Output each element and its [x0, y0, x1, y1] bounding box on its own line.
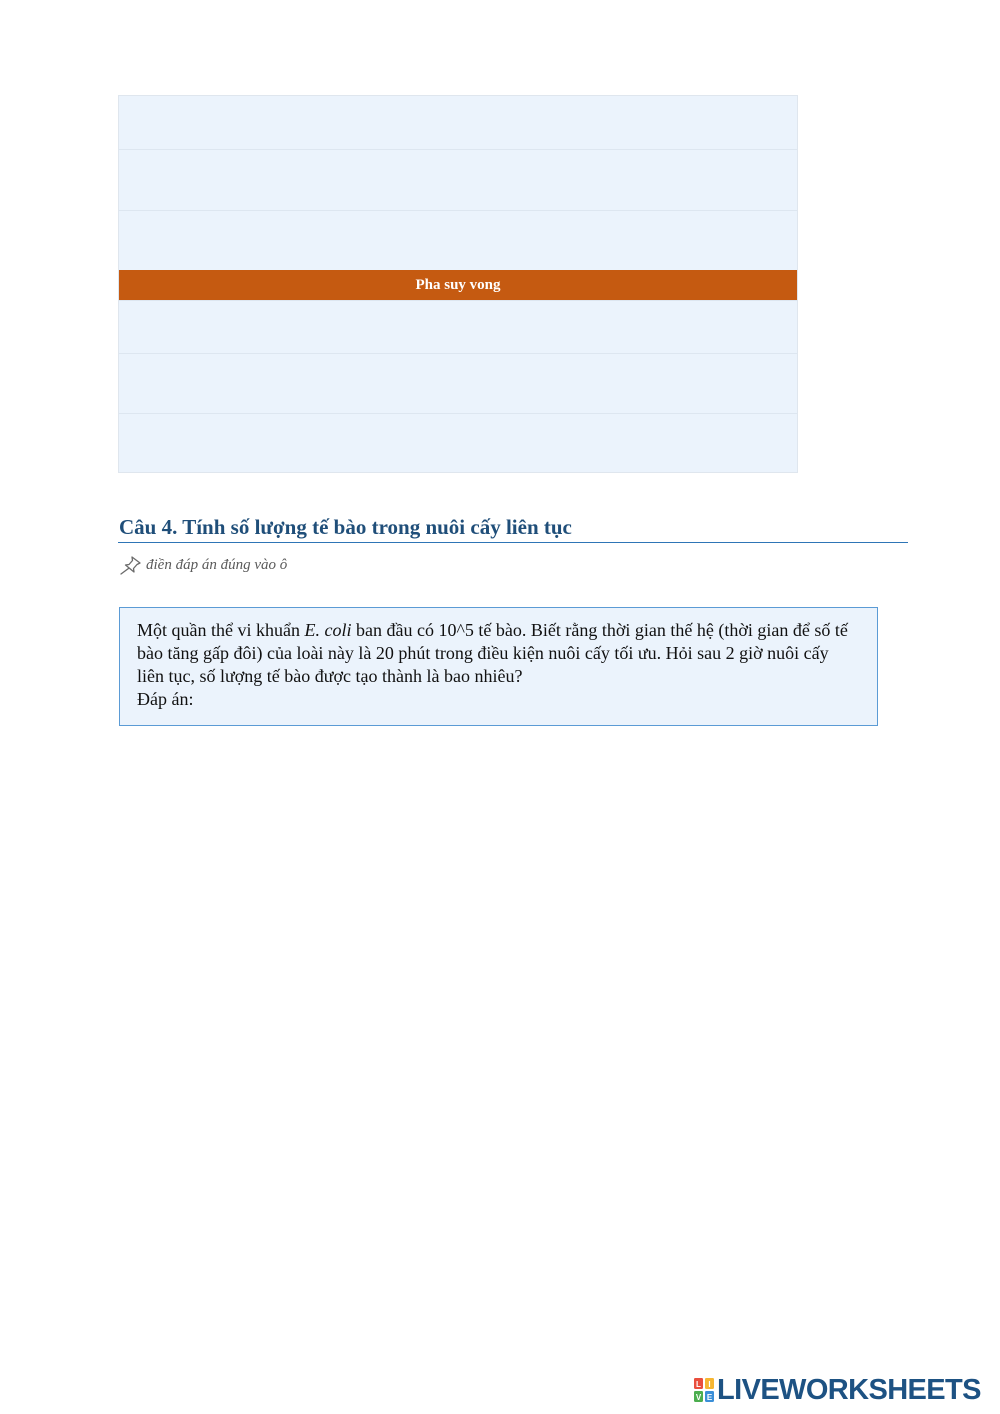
phase-header-label: Pha suy vong — [415, 276, 501, 293]
pin-icon — [119, 555, 143, 575]
phase-table — [118, 95, 798, 473]
answer-label: Đáp án: — [137, 689, 194, 709]
svg-text:E: E — [706, 1393, 713, 1402]
question-text-part1: Một quần thể vi khuẩn — [137, 620, 305, 640]
instruction-text: điền đáp án đúng vào ô — [146, 556, 288, 573]
svg-text:L: L — [696, 1380, 701, 1389]
brand-name: LIVEWORKSHEETS — [717, 1374, 981, 1406]
question-text-part2: ban đầu có 10^5 tế bào. Biết rằng thời gian thế hệ (thời gian để số tế bào tăng gấp đôi) của loài này là 20 phút trong điều kiện nuôi cấy tối ưu. Hỏi sau 2 giờ nuôi cấy liên tục, số lượng tế bào được tạo thành là bao nhiêu? — [137, 620, 848, 686]
question-text — [137, 619, 860, 688]
question-text-species: E. coli — [304, 620, 352, 640]
svg-text:V: V — [695, 1393, 702, 1402]
svg-text:I: I — [708, 1380, 711, 1389]
instruction — [119, 555, 287, 575]
answer-input-row-6[interactable] — [119, 413, 797, 472]
answer-input-row-5[interactable] — [119, 353, 797, 413]
question-title: Câu 4. Tính số lượng tế bào trong nuôi cấy liên tục — [119, 515, 572, 539]
brand-footer — [694, 1374, 981, 1406]
answer-input-row-1[interactable] — [119, 96, 797, 149]
question-box — [119, 607, 878, 726]
answer-input-row-4[interactable] — [119, 300, 797, 353]
answer-input-row-3[interactable] — [119, 210, 797, 270]
title-underline — [118, 542, 908, 543]
answer-input-row-2[interactable] — [119, 149, 797, 210]
phase-header-decline — [119, 270, 797, 300]
liveworksheets-logo-icon — [694, 1378, 714, 1402]
